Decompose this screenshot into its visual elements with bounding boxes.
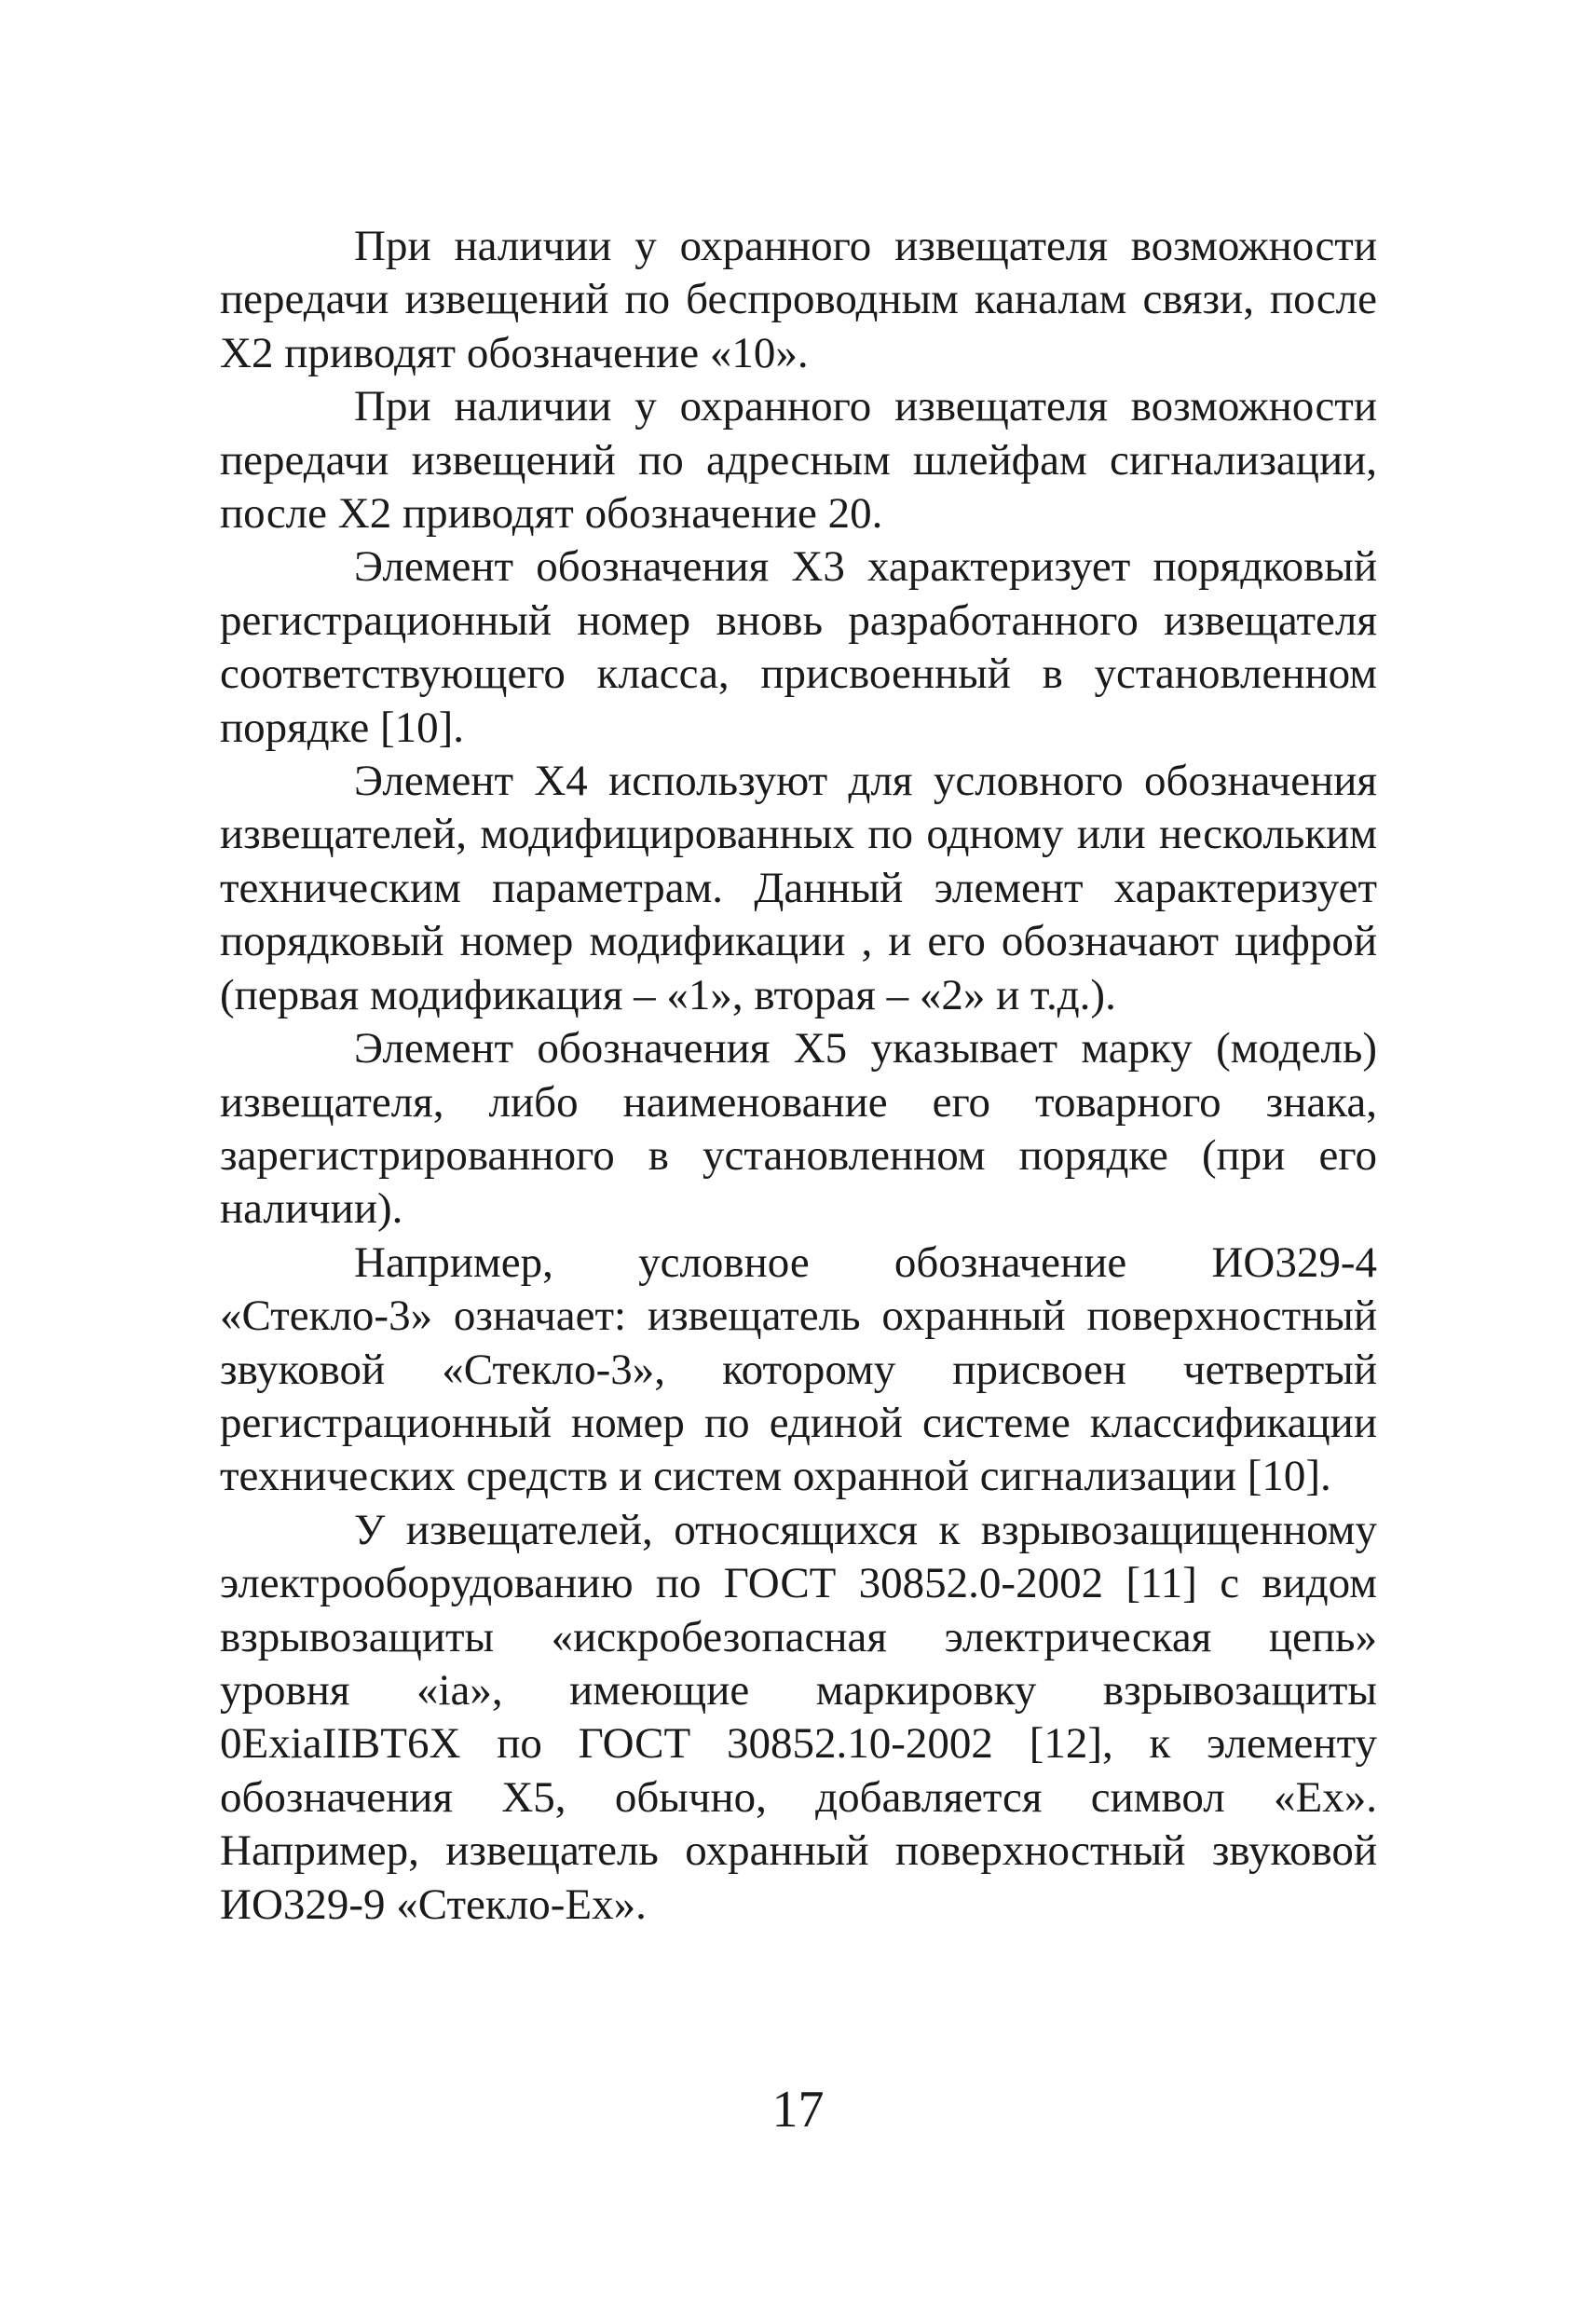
paragraph-address-loops: При наличии у охранного извещателя возможности передачи извещений по адресным шлейфам сигнализации, после Х2 приводят обозначение 20. <box>220 382 1377 539</box>
paragraph-element-x3: Элемент обозначения Х3 характеризует порядковый регистрационный номер вновь разработанного извещателя соответствующего класса, присвоенный в установленном порядке [10]. <box>220 542 1377 752</box>
paragraph-wireless-channels: При наличии у охранного извещателя возможности передачи извещений по беспроводным каналам связи, после Х2 приводят обозначение «10». <box>220 222 1377 377</box>
paragraph-element-x4: Элемент Х4 используют для условного обозначения извещателей, модифицированных по одному или нескольким техническим параметрам. Данный элемент характеризует порядковый номер модификации , и его обозначают цифрой (первая модификация – «1», вторая – «2» и т.д.). <box>220 757 1377 1019</box>
paragraph-element-x5: Элемент обозначения Х5 указывает марку (модель) извещателя, либо наименование его товарного знака, зарегистрированного в установленном порядке (при его наличии). <box>220 1024 1377 1234</box>
body-text <box>220 220 1377 1932</box>
paragraph-example: Например, условное обозначение ИО329-4 «Стекло-3» означает: извещатель охранный поверхностный звуковой «Стекло-3», которому присвоен четвертый регистрационный номер по единой системе классификации технических средств и систем охранной сигнализации [10]. <box>220 1237 1377 1501</box>
page-number: 17 <box>771 2081 825 2139</box>
paragraph-explosion-proof: У извещателей, относящихся к взрывозащищенному электрооборудованию по ГОСТ 30852.0-2002 [11] с видом взрывозащиты «искробезопасная электрическая цепь» уровня «ia», имеющие маркировку взрывозащиты 0ExiaIIBT6X по ГОСТ 30852.10-2002 [12], к элементу обозначения Х5, обычно, добавляется символ «Ex». Например, извещатель охранный поверхностный звуковой ИО329-9 «Стекло-Ех». <box>220 1505 1377 1929</box>
